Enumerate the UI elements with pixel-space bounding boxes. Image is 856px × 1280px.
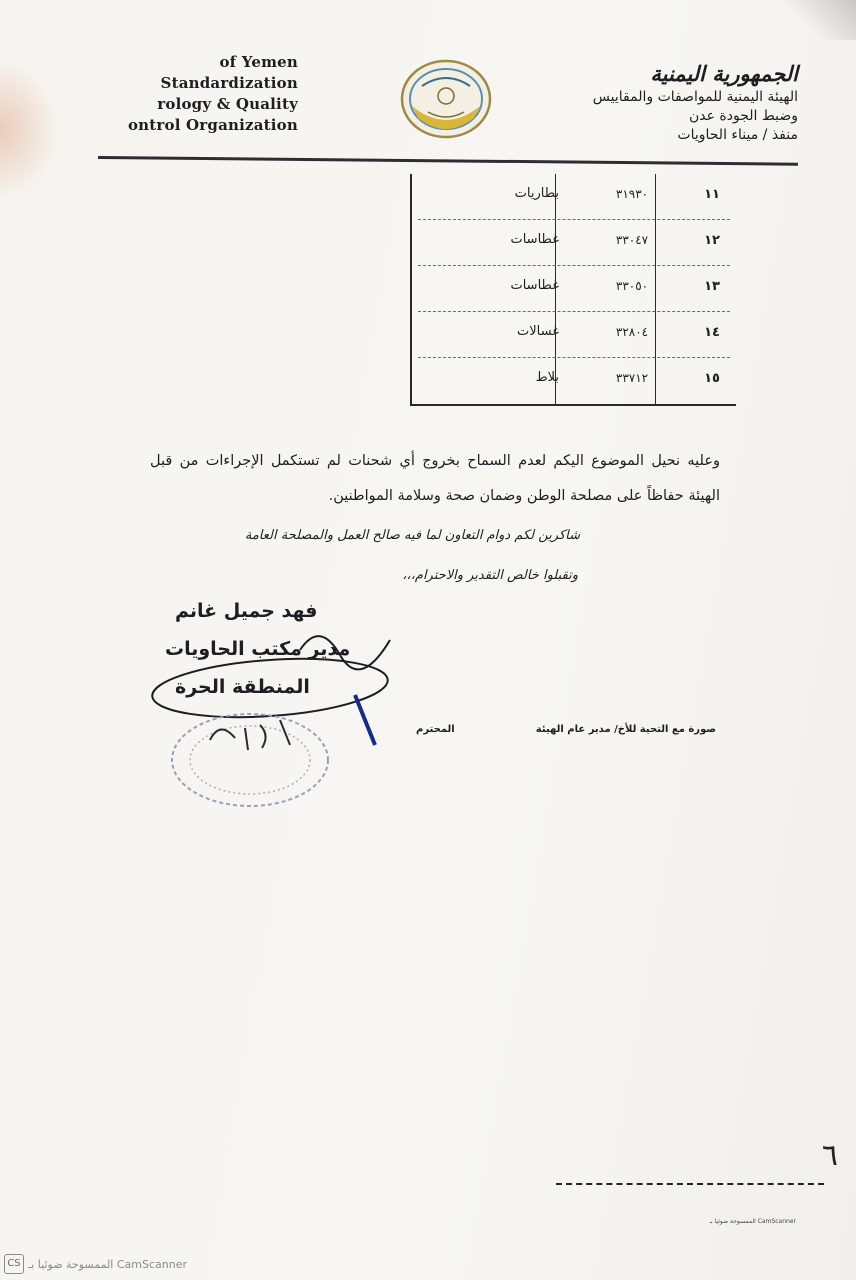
cc-recipient: صورة مع التحية للأخ/ مدير عام الهيئة bbox=[535, 724, 716, 735]
table-cell-number: ١١ bbox=[704, 187, 720, 202]
body-paragraph: وعليه نحيل الموضوع اليكم لعدم السماح بخروج أي شحنات لم تستكمل الإجراءات من قبل الهيئة حفاظاً على مصلحة الوطن وضمان صحة وسلامة المواطنين. bbox=[150, 453, 720, 504]
table-row bbox=[412, 220, 736, 266]
page-fold-shadow bbox=[786, 0, 856, 40]
scanner-watermark bbox=[4, 1254, 187, 1274]
footer-dash-line bbox=[556, 1183, 824, 1185]
table-cell-code: ٣٢٨٠٤ bbox=[615, 325, 649, 339]
scanner-watermark-text: الممسوحة ضوئيا بـ CamScanner bbox=[28, 1257, 187, 1271]
table-cell-name: غطاسات bbox=[510, 278, 559, 293]
page-number: ٦ bbox=[821, 1138, 838, 1173]
organization-logo-icon bbox=[398, 56, 494, 142]
table-row bbox=[412, 312, 736, 358]
header-english-block bbox=[118, 52, 298, 136]
goods-table bbox=[410, 174, 736, 406]
header-arabic-line: منفذ / ميناء الحاويات bbox=[677, 127, 798, 143]
camscanner-icon: CS bbox=[4, 1254, 24, 1274]
table-cell-code: ٣٣٠٤٧ bbox=[615, 233, 649, 247]
header-english-line: of Yemen bbox=[219, 53, 298, 71]
table-cell-number: ١٥ bbox=[704, 371, 720, 386]
closing-regards: وتقبلوا خالص التقدير والاحترام،،، bbox=[402, 568, 578, 583]
table-cell-code: ٣١٩٣٠ bbox=[615, 187, 649, 201]
header-english-line: ontrol Organization bbox=[127, 116, 298, 134]
paper-stain bbox=[0, 60, 60, 200]
header-english-line: Standardization bbox=[160, 74, 298, 92]
signatory-zone: المنطقة الحرة bbox=[175, 676, 310, 698]
closing-thanks: شاكرين لكم دوام التعاون لما فيه صالح العمل والمصلحة العامة bbox=[244, 528, 580, 543]
table-cell-name: غسالات bbox=[516, 324, 559, 339]
table-row bbox=[412, 358, 736, 404]
cc-honorific: المحترم bbox=[416, 724, 455, 735]
header-arabic-block bbox=[538, 60, 798, 145]
table-cell-name: بلاط bbox=[535, 370, 559, 385]
table-cell-name: بطاريات bbox=[514, 186, 559, 201]
table-cell-name: غطاسات bbox=[510, 232, 559, 247]
table-row bbox=[412, 266, 736, 312]
signatory-title: مدير مكتب الحاويات bbox=[165, 638, 351, 660]
header-arabic-line: الهيئة اليمنية للمواصفات والمقاييس bbox=[592, 89, 798, 105]
table-cell-number: ١٣ bbox=[704, 279, 720, 294]
table-row bbox=[412, 174, 736, 220]
scanner-watermark-small: الممسوحة ضوئيا بـ CamScanner bbox=[709, 1218, 796, 1225]
header-english-line: rology & Quality bbox=[157, 95, 298, 113]
table-cell-code: ٣٣٠٥٠ bbox=[615, 279, 649, 293]
signatory-name: فهد جميل غانم bbox=[175, 600, 318, 622]
table-cell-number: ١٢ bbox=[704, 233, 720, 248]
table-cell-code: ٣٣٧١٢ bbox=[615, 371, 649, 385]
table-cell-number: ١٤ bbox=[704, 325, 720, 340]
header-arabic-line: وضبط الجودة عدن bbox=[688, 108, 798, 124]
header-arabic-title: الجمهورية اليمنية bbox=[650, 62, 798, 86]
